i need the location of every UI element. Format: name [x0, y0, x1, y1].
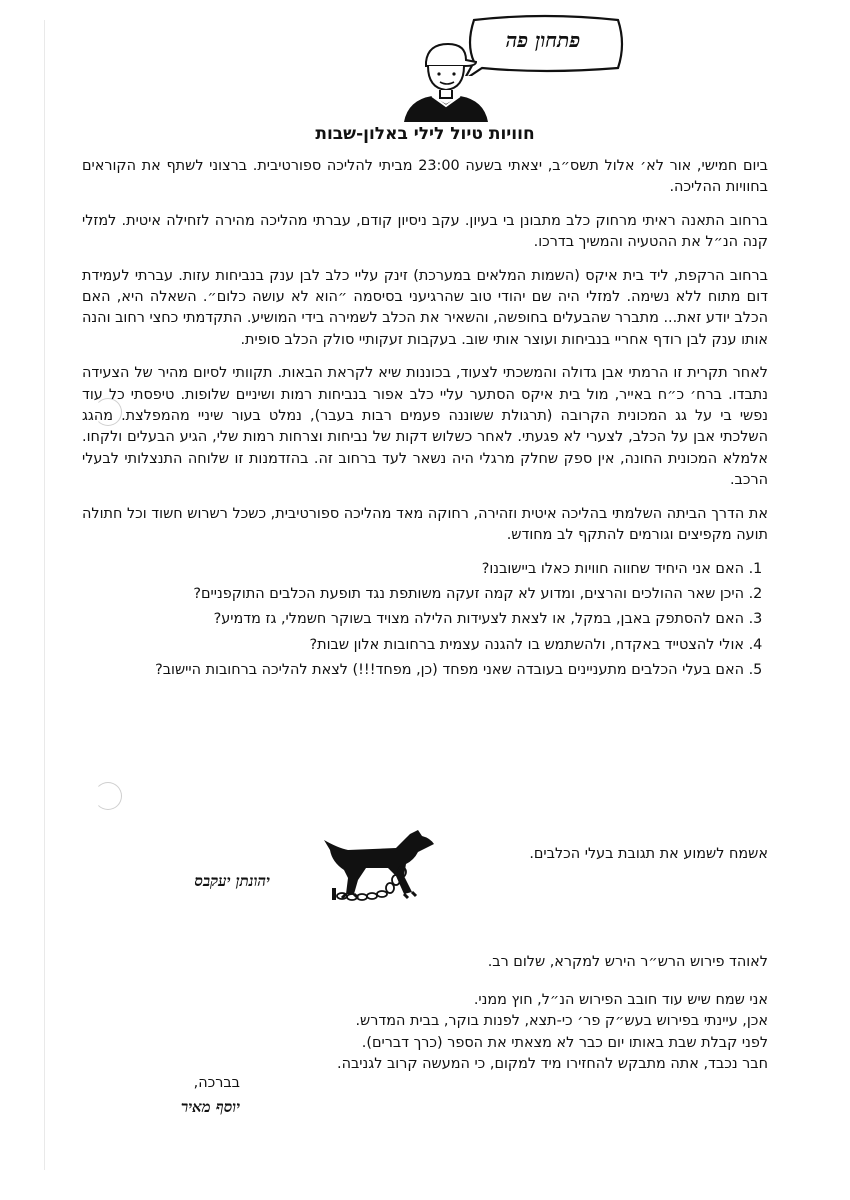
- bubble-text: פתחון פה: [505, 28, 581, 52]
- letter-line: לאוהד פירוש הרש״ר הירש למקרא, שלום רב.: [487, 954, 768, 970]
- closing-line: אשמח לשמוע את תגובת בעלי הכלבים.: [529, 846, 768, 862]
- letter-greeting: בברכה,: [193, 1075, 240, 1091]
- article-paragraph: ברחוב התאנה ראיתי מרחוק כלב מתבונן בי בעיון. עקב ניסיון קודם, עברתי מהליכה מהירה לזחילה איטית. למזלי קנה הנ״ל את ההטעיה והמשיך בדרכו.: [82, 212, 768, 251]
- article-paragraph: ברחוב הרקפת, ליד בית איקס (השמות המלאים במערכת) זינק עליי כלב לבן ענק בנביחות עזות. עברתי לעמידת דום מתוח ללא נשימה. למזלי היה שם יהודי טוב שהרגיעני בסיסמה ״הוא לא עושה כלום״. השאלה היא, האם הכלב יודע זאת... מתברר שהבעלים בחופשה, והשאיר את הכלב לשמירה בידי המושיע. התקדמתי כחצי רחוב והנה אותו ענק לבן רודף אחריי בנביחות ועוצר אותי שוב. בעקבות זעקותיי סולק הכלב סופית.: [82, 267, 768, 348]
- binder-hole-bottom: [94, 782, 122, 810]
- question-item: 2. היכן שאר ההולכים והרצים, ומדוע לא קמה זעקה משותפת נגד תופעת הכלבים התוקפניים?: [82, 584, 744, 605]
- question-item: 3. האם להסתפק באבן, במקל, או לצאת לצעידות הלילה מצויד בשוקר חשמלי, גז מדמיע?: [82, 609, 744, 630]
- article-paragraph: ביום חמישי, אור לא׳ אלול תשס״ב, יצאתי בשעה 23:00 מביתי להליכה ספורטיבית. ברצוני לשתף את הקוראים בחוויות ההליכה.: [82, 158, 768, 196]
- article-title: חוויות טיול לילי באלון-שבות: [315, 124, 535, 144]
- page-margin-line: [44, 20, 45, 1170]
- chained-dog-icon: [318, 826, 448, 902]
- article-author: יהונתן יעקבס: [194, 872, 270, 890]
- question-item: 1. האם אני היחיד שחווה חוויות כאלו ביישובנו?: [82, 559, 744, 580]
- article-paragraph: לאחר תקרית זו הרמתי אבן גדולה והמשכתי לצעוד, בכוננות שיא לקראת הבאות. תקוותי לסיום מהיר של הצעידה נתבדו. ברח׳ כ״ח באייר, מול בית איקס הסתער עליי כלב אפור בנביחות רמות ושיניים שלופות. טיפסתי כל עוד נפשי בי על גג המכונית הקרובה (תרגולת ששוננה פעמים רבות בעבר), נמלט בעור שיניי מהמפלצת. מהגג השלכתי אבן על הכלב, לצערי לא פגעתי. לאחר כשלוש דקות של נביחות וצרחות רמות שלי, הגיע הבעלים ולקחו. אלמלא המכונית החונה, אין ספק שחלק מרגלי היה נשאר לעד ברחוב זה. בהזדמנות זו שלוחה התנצלותי לבעלי הרכב.: [82, 365, 768, 489]
- question-item: 4. אולי להצטייד באקדח, ולהשתמש בו להגנה עצמית ברחובות אלון שבות?: [82, 635, 744, 656]
- letter-line: אני שמח שיש עוד חובב הפירוש הנ״ל, חוץ ממני.: [473, 991, 768, 1008]
- letter-signature: יוסף מאיר: [180, 1098, 240, 1116]
- letter-line: אכן, עיינתי בפירוש בעש״ק פר׳ כי-תצא, לפנות בוקר, בבית המדרש.: [355, 1013, 768, 1030]
- questions-list: [82, 559, 768, 682]
- letter-section: [150, 952, 768, 1076]
- letter-line: חבר נכבד, אתה מתבקש להחזירו מיד למקום, כי המעשה קרוב לגניבה.: [337, 1056, 768, 1073]
- question-item: 5. האם בעלי הכלבים מתעניינים בעובדה שאני מפחד (כן, מפחד!!!) לצאת להליכה ברחובות היישוב?: [82, 660, 744, 681]
- cartoon-man-icon: [400, 40, 490, 122]
- article-paragraph: את הדרך הביתה השלמתי בהליכה איטית וזהירה, רחוקה מאד מהליכה ספורטיבית, כשכל רשרוש חשוד וכל חתולה תועה מקפיצים וגורמים להתקף לב מחודש.: [82, 505, 768, 544]
- article-body: [82, 156, 768, 692]
- letter-line: לפני קבלת שבת באותו יום כבר לא מצאתי את הספר (כרך דברים).: [361, 1034, 768, 1051]
